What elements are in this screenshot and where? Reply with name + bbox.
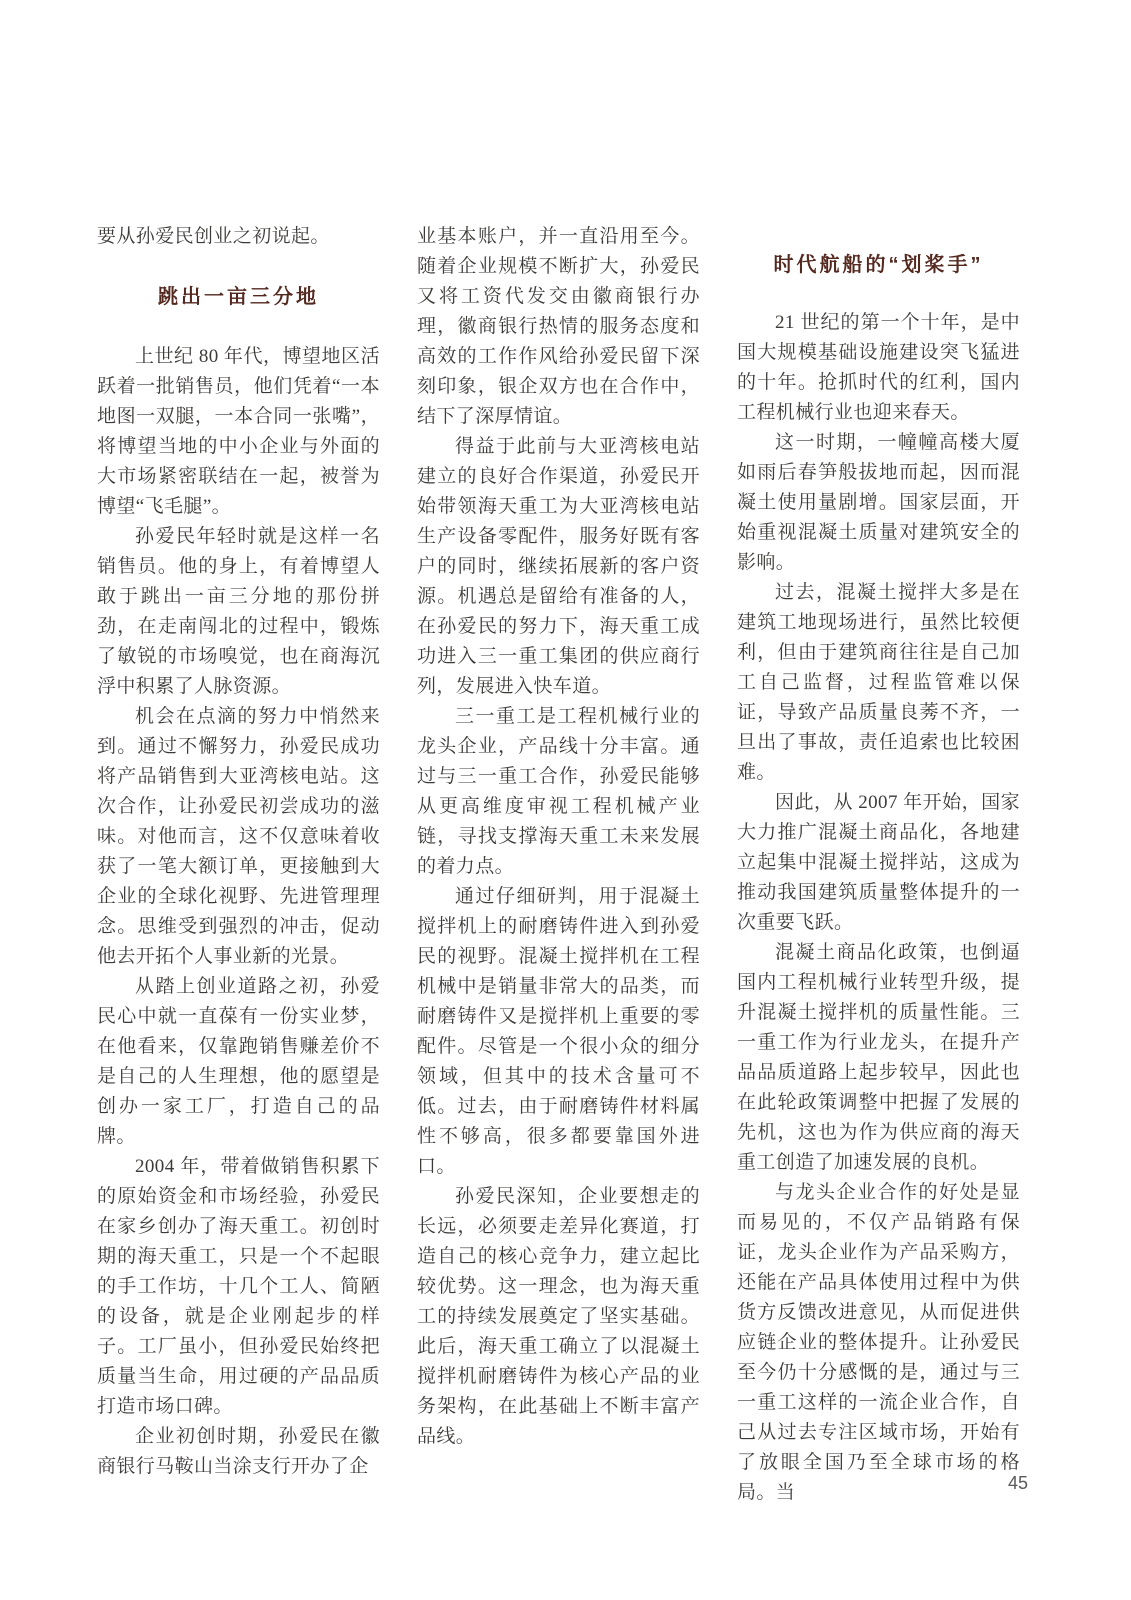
lead-paragraph: 业基本账户，并一直沿用至今。随着企业规模不断扩大，孙爱民又将工资代发交由徽商银行办理，徽商银行热情的服务态度和高效的工作作风给孙爱民留下深刻印象，银企双方也在合作中，结下了深厚情谊。: [417, 226, 700, 427]
paragraph: 从踏上创业道路之初，孙爱民心中就一直葆有一份实业梦，在他看来，仅靠跑销售赚差价不是自己的人生理想，他的愿望是创办一家工厂，打造自己的品牌。: [97, 976, 380, 1147]
paragraph: 混凝土商品化政策，也倒逼国内工程机械行业转型升级，提升混凝土搅拌机的质量性能。三一重工作为行业龙头，在提升产品品质道路上起步较早，因此也在此轮政策调整中把握了发展的先机，这也为作为供应商的海天重工创造了加速发展的良机。: [737, 942, 1020, 1173]
paragraph: 孙爱民年轻时就是这样一名销售员。他的身上，有着博望人敢于跳出一亩三分地的那份拼劲，在走南闯北的过程中，锻炼了敏锐的市场嗅觉，也在商海沉浮中积累了人脉资源。: [97, 526, 380, 697]
paragraph: 得益于此前与大亚湾核电站建立的良好合作渠道，孙爱民开始带领海天重工为大亚湾核电站生产设备零配件，服务好既有客户的同时，继续拓展新的客户资源。机遇总是留给有准备的人，在孙爱民的努力下，海天重工成功进入三一重工集团的供应商行列，发展进入快车道。: [417, 436, 700, 697]
paragraph: 上世纪 80 年代，博望地区活跃着一批销售员，他们凭着“一本地图一双腿，一本合同一张嘴”，将博望当地的中小企业与外面的大市场紧密联结在一起，被誉为博望“飞毛腿”。: [97, 346, 380, 517]
paragraph: 这一时期，一幢幢高楼大厦如雨后春笋般拔地而起，因而混凝土使用量剧增。国家层面，开始重视混凝土质量对建筑安全的影响。: [737, 432, 1020, 573]
section-heading-left: 跳出一亩三分地: [158, 286, 319, 308]
paragraph: 21 世纪的第一个十年，是中国大规模基础设施建设突飞猛进的十年。抢抓时代的红利，国内工程机械行业也迎来春天。: [737, 312, 1020, 423]
paragraph: 过去，混凝土搅拌大多是在建筑工地现场进行，虽然比较便利，但由于建筑商往往是自己加工自己监督，过程监管难以保证，导致产品质量良莠不齐，一旦出了事故，责任追索也比较困难。: [737, 582, 1020, 783]
page-number: 45: [1008, 1473, 1029, 1493]
paragraph-group-middle: [417, 432, 700, 1452]
paragraph: 三一重工是工程机械行业的龙头企业，产品线十分丰富。通过与三一重工合作，孙爱民能够从更高维度审视工程机械产业链，寻找支撑海天重工未来发展的着力点。: [417, 706, 700, 877]
paragraph: 机会在点滴的努力中悄然来到。通过不懈努力，孙爱民成功将产品销售到大亚湾核电站。这次合作，让孙爱民初尝成功的滋味。对他而言，这不仅意味着收获了一笔大额订单，更接触到大企业的全球化视野、先进管理理念。思维受到强烈的冲击，促动他去开拓个人事业新的光景。: [97, 706, 380, 967]
column-left: [97, 222, 380, 1508]
paragraph: 孙爱民深知，企业要想走的长远，必须要走差异化赛道，打造自己的核心竞争力，建立起比较优势。这一理念，也为海天重工的持续发展奠定了坚实基础。此后，海天重工确立了以混凝土搅拌机耐磨铸件为核心产品的业务架构，在此基础上不断丰富产品线。: [417, 1186, 700, 1447]
paragraph: 2004 年，带着做销售积累下的原始资金和市场经验，孙爱民在家乡创办了海天重工。初创时期的海天重工，只是一个不起眼的手工作坊，十几个工人、简陋的设备，就是企业刚起步的样子。工厂虽小，但孙爱民始终把质量当生命，用过硬的产品品质打造市场口碑。: [97, 1156, 380, 1417]
paragraph: 企业初创时期，孙爱民在徽商银行马鞍山当涂支行开办了企: [97, 1426, 380, 1477]
section-heading-right: 时代航船的“划桨手”: [773, 254, 984, 276]
text-columns: [97, 222, 1020, 1508]
paragraph-group-left: [97, 342, 380, 1482]
column-right: [737, 222, 1020, 1508]
paragraph: 因此，从 2007 年开始，国家大力推广混凝土商品化，各地建立起集中混凝土搅拌站，这成为推动我国建筑质量整体提升的一次重要飞跃。: [737, 792, 1020, 933]
paragraph-group-right: [737, 308, 1020, 1508]
paragraph: 与龙头企业合作的好处是显而易见的，不仅产品销路有保证，龙头企业作为产品采购方，还能在产品具体使用过程中为供货方反馈改进意见，从而促进供应链企业的整体提升。让孙爱民至今仍十分感慨的是，通过与三一重工这样的一流企业合作，自己从过去专注区域市场，开始有了放眼全国乃至全球市场的格局。当: [737, 1182, 1020, 1503]
column-middle: [417, 222, 700, 1508]
lead-paragraph: 要从孙爱民创业之初说起。: [97, 226, 330, 247]
paragraph: 通过仔细研判，用于混凝土搅拌机上的耐磨铸件进入到孙爱民的视野。混凝土搅拌机在工程机械中是销量非常大的品类，而耐磨铸件又是搅拌机上重要的零配件。尽管是一个很小众的细分领域，但其中的技术含量可不低。过去，由于耐磨铸件材料属性不够高，很多都要靠国外进口。: [417, 886, 700, 1177]
